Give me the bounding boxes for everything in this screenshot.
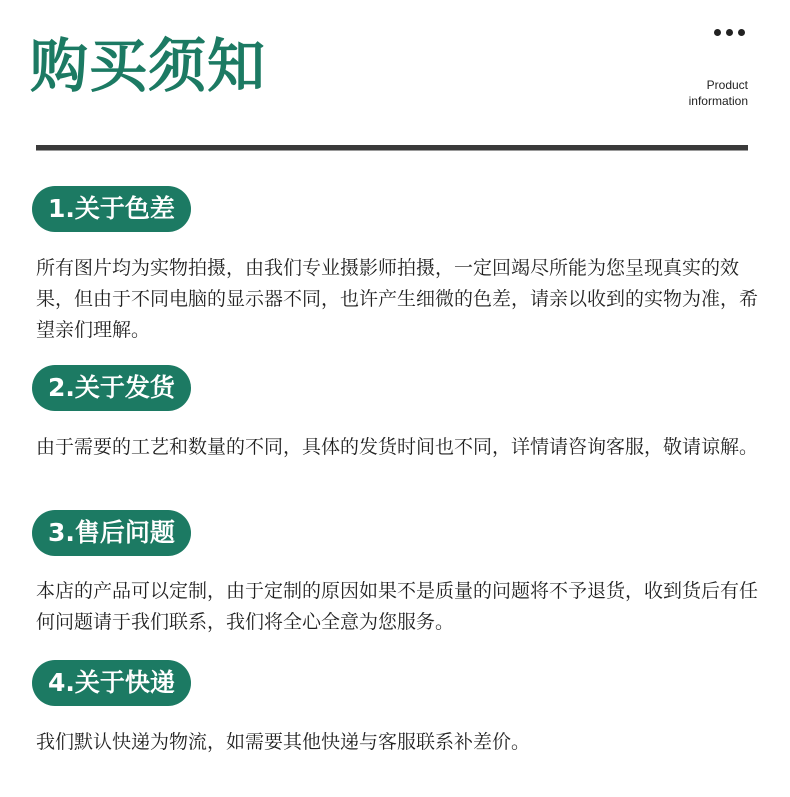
page-title: 购买须知	[30, 32, 267, 100]
section-text-express: 我们默认快递为物流，如需要其他快递与客服联系补差价。	[36, 731, 531, 753]
subtitle-line-2: information	[688, 94, 748, 108]
section-heading-after-sales: 3.售后问题	[32, 510, 191, 556]
subtitle-line-1: Product	[706, 78, 748, 92]
dot	[726, 29, 733, 36]
product-information-label	[689, 77, 748, 109]
section-heading-shipping: 2.关于发货	[32, 365, 191, 411]
section-text-color-difference: 所有图片均为实物拍摄，由我们专业摄影师拍摄，一定回竭尽所能为您呈现真实的效果，但由于不同电脑的显示器不同，也许产生细微的色差，请亲以收到的实物为准，希望亲们理解。	[36, 257, 759, 341]
more-dots-icon[interactable]	[714, 29, 745, 36]
section-text-after-sales: 本店的产品可以定制，由于定制的原因如果不是质量的问题将不予退货，收到货后有任何问题请于我们联系，我们将全心全意为您服务。	[36, 580, 759, 633]
section-heading-color-difference: 1.关于色差	[32, 186, 191, 232]
header-divider	[36, 145, 748, 151]
dot	[714, 29, 721, 36]
section-heading-express: 4.关于快递	[32, 660, 191, 706]
section-text-shipping: 由于需要的工艺和数量的不同，具体的发货时间也不同，详情请咨询客服，敬请谅解。	[36, 436, 759, 458]
dot	[738, 29, 745, 36]
